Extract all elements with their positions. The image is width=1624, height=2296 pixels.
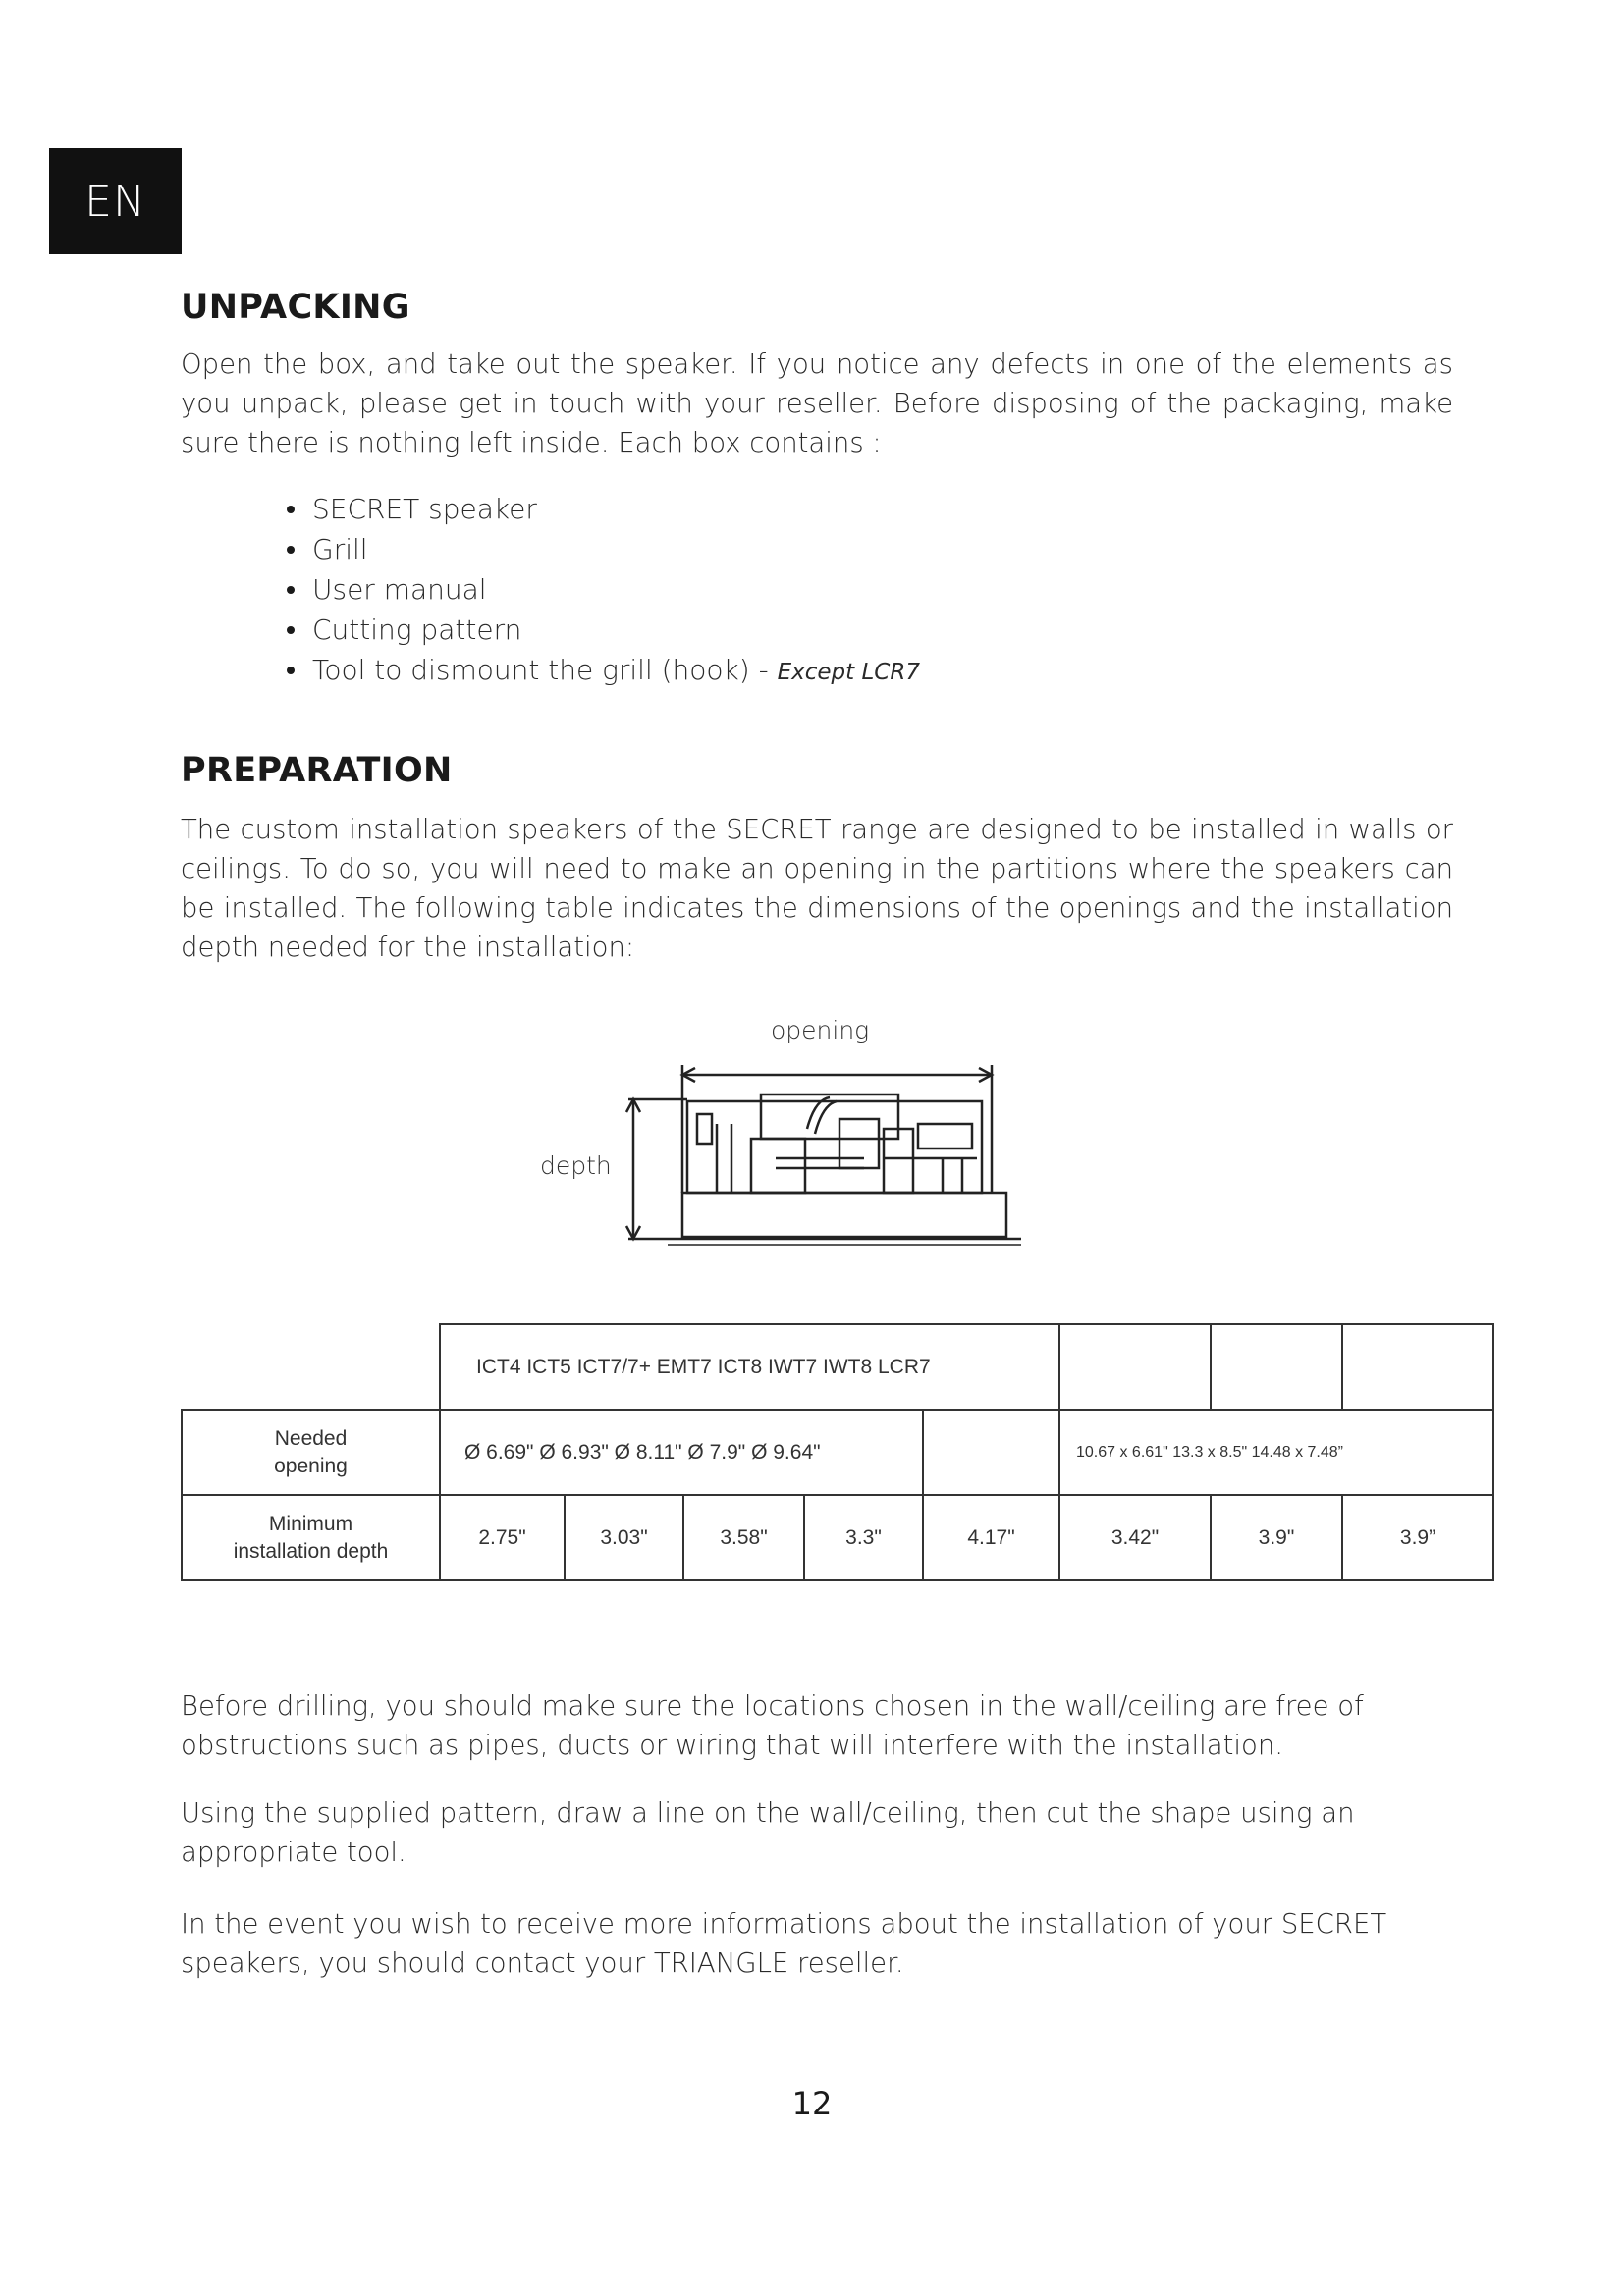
preparation-intro: The custom installation speakers of the SECRET range are designed to be installed in walls or ceilings. To do so, you will need to make an opening in the partitions where the speakers can be installed. The following table indicates the dimensions of the openings and the installation depth needed for the installation: (181, 814, 1453, 963)
table-cell: 4.17" (923, 1495, 1059, 1580)
table-row (182, 1495, 1493, 1580)
table-row (182, 1410, 1493, 1495)
models-header: ICT4 ICT5 ICT7/7+ EMT7 ICT8 IWT7 IWT8 LCR7 (440, 1324, 1059, 1410)
table-cell: 3.03" (565, 1495, 683, 1580)
pattern-paragraph: Using the supplied pattern, draw a line on the wall/ceiling, then cut the shape using an appropriate tool. (181, 1797, 1355, 1868)
drilling-paragraph: Before drilling, you should make sure the locations chosen in the wall/ceiling are free of obstructions such as pipes, ducts or wiring that will interfere with the installation. (181, 1690, 1364, 1761)
list-item: User manual (312, 569, 920, 610)
table-cell: 3.58" (683, 1495, 804, 1580)
exception-note: Except LCR7 (777, 660, 920, 685)
page-number: 12 (791, 2085, 833, 2122)
speaker-cross-section-drawing (530, 1011, 1041, 1266)
contact-paragraph: In the event you wish to receive more informations about the installation of your SECRET speakers, you should contact your TRIANGLE reseller. (181, 1908, 1387, 1979)
language-tab: EN (49, 148, 182, 254)
row-label: Needed opening (182, 1410, 440, 1495)
table-cell: 3.9” (1342, 1495, 1493, 1580)
list-item (312, 650, 920, 693)
table-cell: 3.42" (1059, 1495, 1211, 1580)
list-item-text: Tool to dismount the grill (hook) - (312, 654, 769, 686)
row-label: Minimum installation depth (182, 1495, 440, 1580)
box-contents-list (312, 489, 920, 693)
preparation-heading: PREPARATION (181, 751, 453, 790)
opening-label: opening (771, 1016, 870, 1044)
list-item: SECRET speaker (312, 489, 920, 529)
table-cell: 3.9" (1211, 1495, 1342, 1580)
dimensions-table (181, 1323, 1494, 1581)
table-cell: 2.75" (440, 1495, 565, 1580)
unpacking-heading: UNPACKING (181, 288, 410, 327)
list-item: Grill (312, 529, 920, 569)
list-item: Cutting pattern (312, 610, 920, 650)
depth-label: depth (540, 1151, 612, 1180)
table-cell (923, 1410, 1059, 1495)
unpacking-intro: Open the box, and take out the speaker. If you notice any defects in one of the elements as you unpack, please get in touch with your reseller. Before disposing of the packaging, make sure there is nothing left inside. Each box contains : (181, 348, 1453, 458)
table-cell: 10.67 x 6.61" 13.3 x 8.5" 14.48 x 7.48” (1059, 1410, 1493, 1495)
table-cell: 3.3" (804, 1495, 923, 1580)
table-cell: Ø 6.69" Ø 6.93" Ø 8.11" Ø 7.9" Ø 9.64" (440, 1410, 923, 1495)
table-header-row (182, 1324, 1493, 1410)
